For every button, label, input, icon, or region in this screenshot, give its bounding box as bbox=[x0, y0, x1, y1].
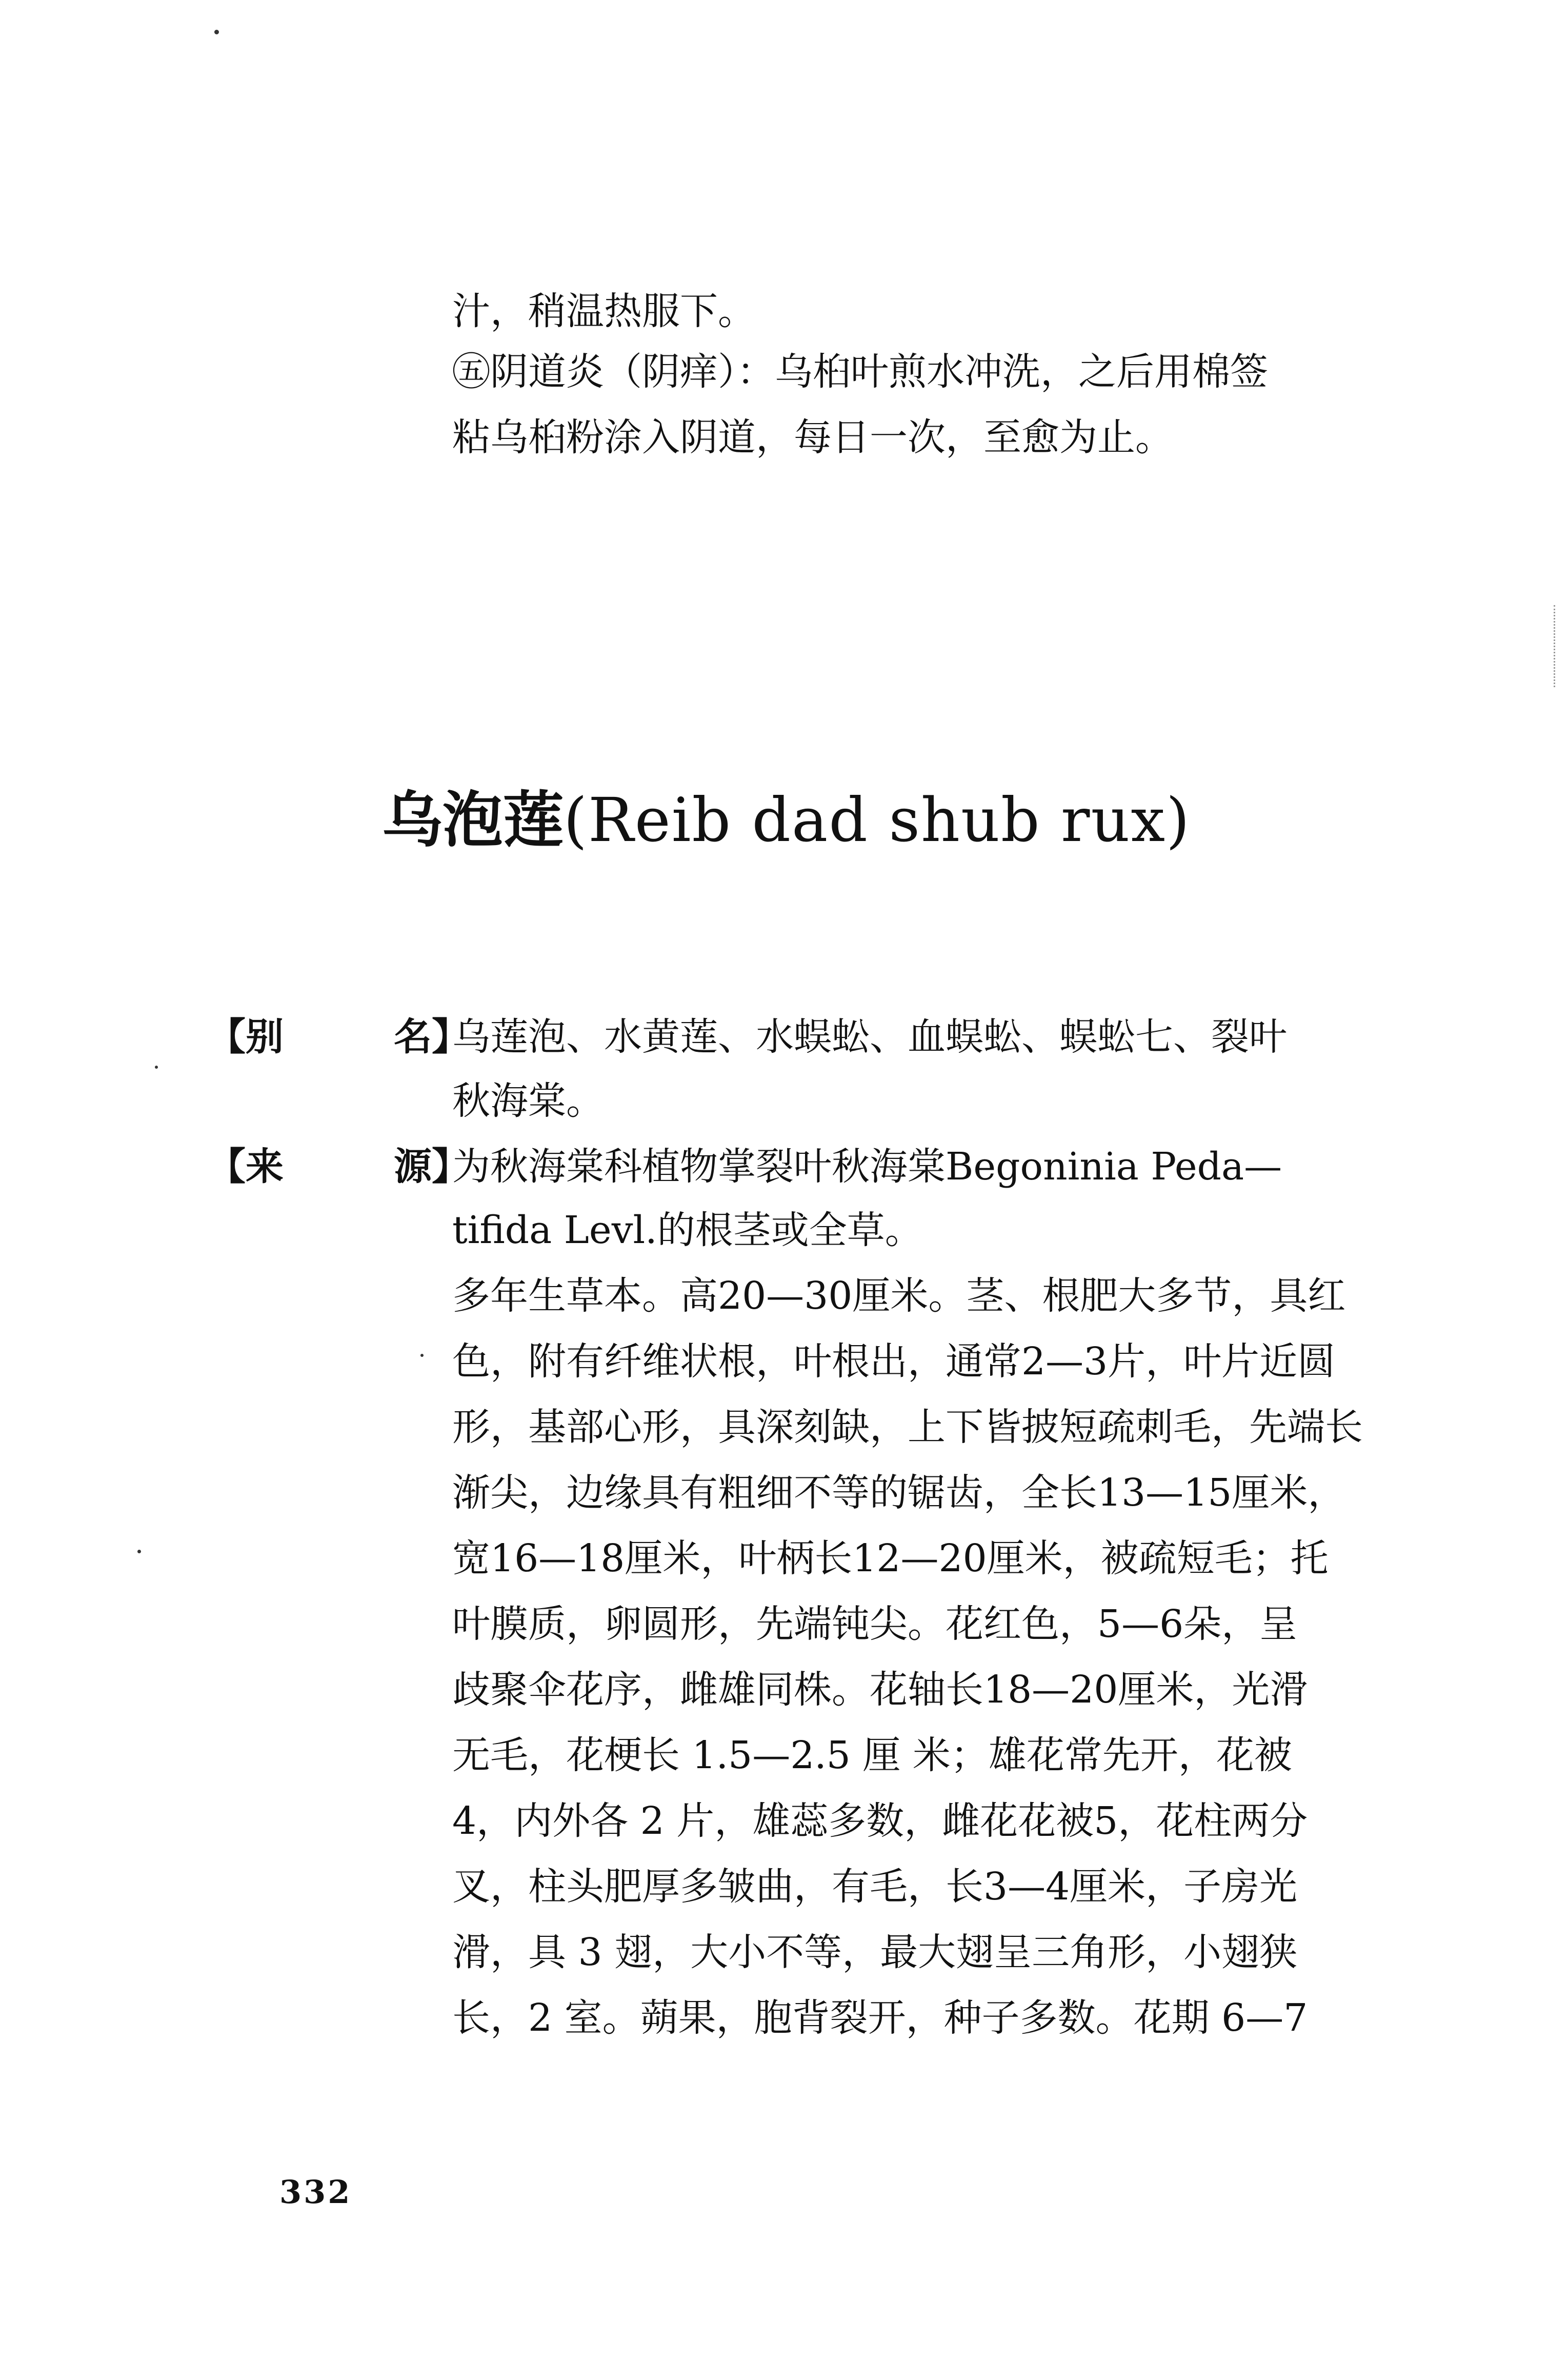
alias-line: 秋海棠。 bbox=[452, 1079, 604, 1123]
source-label-open: 【来 bbox=[208, 1145, 284, 1189]
source-label-close: 源】 bbox=[394, 1145, 470, 1189]
scan-speck bbox=[420, 1354, 424, 1357]
scan-speck bbox=[155, 1066, 158, 1069]
description-line: 渐尖，边缘具有粗细不等的锯齿，全长13—15厘米， bbox=[452, 1471, 1346, 1515]
alias-label-open: 【别 bbox=[208, 1015, 284, 1059]
description-line: 滑，具 3 翅，大小不等，最大翅呈三角形，小翅狭 bbox=[452, 1930, 1298, 1974]
scan-margin-mark bbox=[1554, 605, 1557, 687]
description-line: 无毛，花梗长 1.5—2.5 厘 米；雄花常先开，花被 bbox=[452, 1733, 1292, 1777]
description-line: 多年生草本。高20—30厘米。茎、根肥大多节，具红 bbox=[452, 1274, 1346, 1318]
page-number: 332 bbox=[279, 2173, 352, 2211]
text-line: ㊄阴道炎（阴痒）：乌桕叶煎水冲洗，之后用棉签 bbox=[452, 350, 1268, 394]
alias-label bbox=[208, 1015, 470, 1059]
description-line: 叶膜质，卵圆形，先端钝尖。花红色，5—6朵，呈 bbox=[452, 1602, 1298, 1646]
source-line: 为秋海棠科植物掌裂叶秋海棠Begoninia Peda— bbox=[452, 1145, 1282, 1189]
description-line: 色，附有纤维状根，叶根出，通常2—3片，叶片近圆 bbox=[452, 1339, 1336, 1384]
text-line: 粘乌桕粉涂入阴道，每日一次，至愈为止。 bbox=[452, 415, 1173, 459]
scan-speck bbox=[137, 1550, 141, 1553]
entry-title bbox=[382, 784, 1191, 855]
description-line: 歧聚伞花序，雌雄同株。花轴长18—20厘米，光滑 bbox=[452, 1668, 1308, 1712]
alias-line: 乌莲泡、水黄莲、水蜈蚣、血蜈蚣、蜈蚣七、裂叶 bbox=[452, 1015, 1287, 1059]
text-line: 汁，稍温热服下。 bbox=[452, 289, 756, 333]
alias-label-close: 名】 bbox=[394, 1015, 470, 1059]
scan-speck bbox=[214, 30, 219, 34]
description-line: 4，内外各 2 片，雄蕊多数，雌花花被5，花柱两分 bbox=[452, 1799, 1308, 1843]
source-label bbox=[208, 1145, 470, 1189]
description-line: 形，基部心形，具深刻缺，上下皆披短疏刺毛，先端长 bbox=[452, 1405, 1363, 1449]
description-line: 宽16—18厘米，叶柄长12—20厘米，被疏短毛；托 bbox=[452, 1536, 1329, 1580]
description-line: 叉，柱头肥厚多皱曲，有毛，长3—4厘米，子房光 bbox=[452, 1865, 1298, 1909]
description-line: 长，2 室。蒴果，胞背裂开，种子多数。花期 6—7 bbox=[452, 1996, 1308, 2040]
source-line: tifida Levl.的根茎或全草。 bbox=[452, 1208, 923, 1252]
entry-title-roman: (Reib dad shub rux) bbox=[564, 785, 1191, 855]
entry-title-cn: 乌泡莲 bbox=[382, 784, 564, 855]
